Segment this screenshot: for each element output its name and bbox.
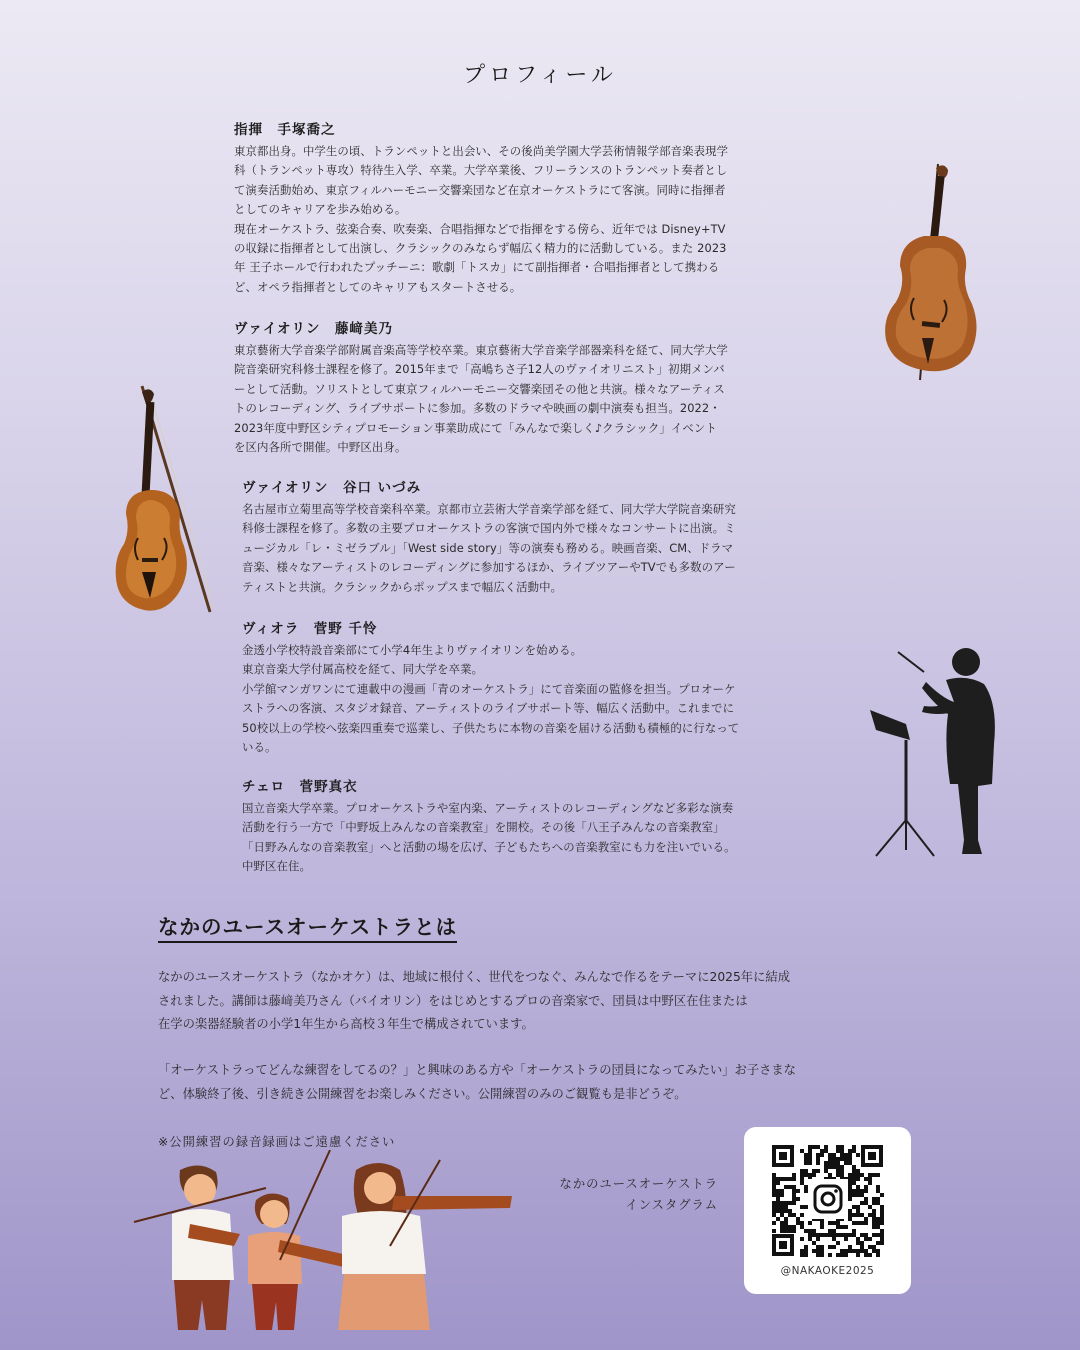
profile-heading: ヴィオラ 菅野 千怜 xyxy=(242,621,378,637)
profile-heading: 指揮 手塚喬之 xyxy=(234,122,336,138)
profile-body: 金透小学校特設音楽部にて小学4年生よりヴァイオリンを始める。 東京音楽大学付属高校を経て、同大学を卒業。 小学館マンガワンにて連載中の漫画「青のオーケストラ」にて音楽面の監修を担当。プロオーケ ストラへの客演、スタジオ録音、アーティストのライブサポート等、幅広く活動中。これまでに 50校以上の学校へ弦楽四重奏で巡業し、子供たちに本物の音楽を届ける活動も積極的に行なって いる。 xyxy=(242,643,740,755)
instagram-label-line-2: インスタグラム xyxy=(625,1198,718,1212)
profile-heading: ヴァイオリン 藤﨑美乃 xyxy=(234,321,393,337)
profile-cello xyxy=(242,775,854,877)
page-title: プロフィール xyxy=(463,63,617,88)
profile-viola xyxy=(242,617,854,757)
conductor-icon xyxy=(866,644,1000,862)
instagram-qr-card[interactable] xyxy=(744,1127,911,1294)
profile-violin-2 xyxy=(242,476,854,597)
profile-body: 東京藝術大学音楽学部附属音楽高等学校卒業。東京藝術大学音楽学部器楽科を経て、同大学大学 院音楽研究科修士課程を修了。2015年まで「高嶋ちさ子12人のヴァイオリニスト」初期メンバ ーとして活動。ソリストとして東京フィルハーモニー交響楽団その他と共演。様々なアーティス トのレコーディング、ライブサポートに参加。多数のドラマや映画の劇中演奏も担当。2022・ 2023年度中野区シティプロモーション事業助成にて「みんなで楽しく♪クラシック」イベント を区内各所で開催。中野区出身。 xyxy=(234,343,728,455)
instagram-label xyxy=(520,1174,718,1216)
qr-code-icon[interactable] xyxy=(770,1143,885,1258)
profile-violin-1 xyxy=(234,317,844,457)
profile-conductor xyxy=(234,118,844,297)
profile-heading: チェロ 菅野真衣 xyxy=(242,779,358,795)
violin-icon xyxy=(108,382,218,618)
profile-heading: ヴァイオリン 谷口 いづみ xyxy=(242,480,422,496)
cello-icon xyxy=(878,158,988,386)
about-paragraph-2: 「オーケストラってどんな練習をしてるの？」と興味のある方や「オーケストラの団員になってみたい」お子さまな ど、体験終了後、引き続き公開練習をお楽しみください。公開練習のみのご観覧も是非どうぞ。 xyxy=(158,1063,796,1101)
instagram-handle: @NAKAOKE2025 xyxy=(780,1265,875,1277)
children-violinists-icon xyxy=(130,1150,520,1330)
profile-body: 名古屋市立菊里高等学校音楽科卒業。京都市立芸術大学音楽学部を経て、同大学大学院音楽研究 科修士課程を修了。多数の主要プロオーケストラの客演で国内外で様々なコンサートに出演。ミ ュージカル「レ・ミゼラブル」「West side story」等の演奏も務める。映画音楽、CM、ドラマ 音楽、様々なアーティストのレコーディングに参加するほか、ライブツアーやTVでも多数のアー ティストと共演。クラシックからポップスまで幅広く活動中。 xyxy=(242,502,736,594)
profile-body: 東京都出身。中学生の頃、トランペットと出会い、その後尚美学園大学芸術情報学部音楽表現学 科（トランペット専攻）特待生入学、卒業。大学卒業後、フリーランスのトランペット奏者とし て演奏活動始め、東京フィルハーモニー交響楽団など在京オーケストラにて客演。同時に指揮者 としてのキャリアを歩み始める。 現在オーケストラ、弦楽合奏、吹奏楽、合唱指揮などで指揮をする傍ら、近年では Disney+TV の収録に指揮者として出演し、クラシックのみならず幅広く精力的に活動している。また 2023 年 王子ホールで行われたプッチーニ：歌劇「トスカ」にて副指揮者・合唱指揮者として携わる ど、オペラ指揮者としてのキャリアもスタートさせる。 xyxy=(234,144,729,294)
instagram-label-line-1: なかのユースオーケストラ xyxy=(559,1177,718,1191)
profile-body: 国立音楽大学卒業。プロオーケストラや室内楽、アーティストのレコーディングなど多彩な演奏 活動を行う一方で「中野坂上みんなの音楽教室」を開校。その後「八王子みんなの音楽教室」 「日野みんなの音楽教室」へと活動の場を広げ、子どもたちへの音楽教室にも力を注いでいる。 中野区在住。 xyxy=(242,801,736,874)
about-heading: なかのユースオーケストラとは xyxy=(158,910,457,943)
about-paragraph-1: なかのユースオーケストラ（なかオケ）は、地域に根付く、世代をつなぐ、みんなで作るをテーマに2025年に結成 されました。講師は藤﨑美乃さん（バイオリン）をはじめとするプロの音楽家で、団員は中野区在住または 在学の楽器経験者の小学1年生から高校３年生で構成されています。 xyxy=(158,970,790,1031)
recording-note: ※公開練習の録音録画はご遠慮ください xyxy=(158,1135,396,1149)
